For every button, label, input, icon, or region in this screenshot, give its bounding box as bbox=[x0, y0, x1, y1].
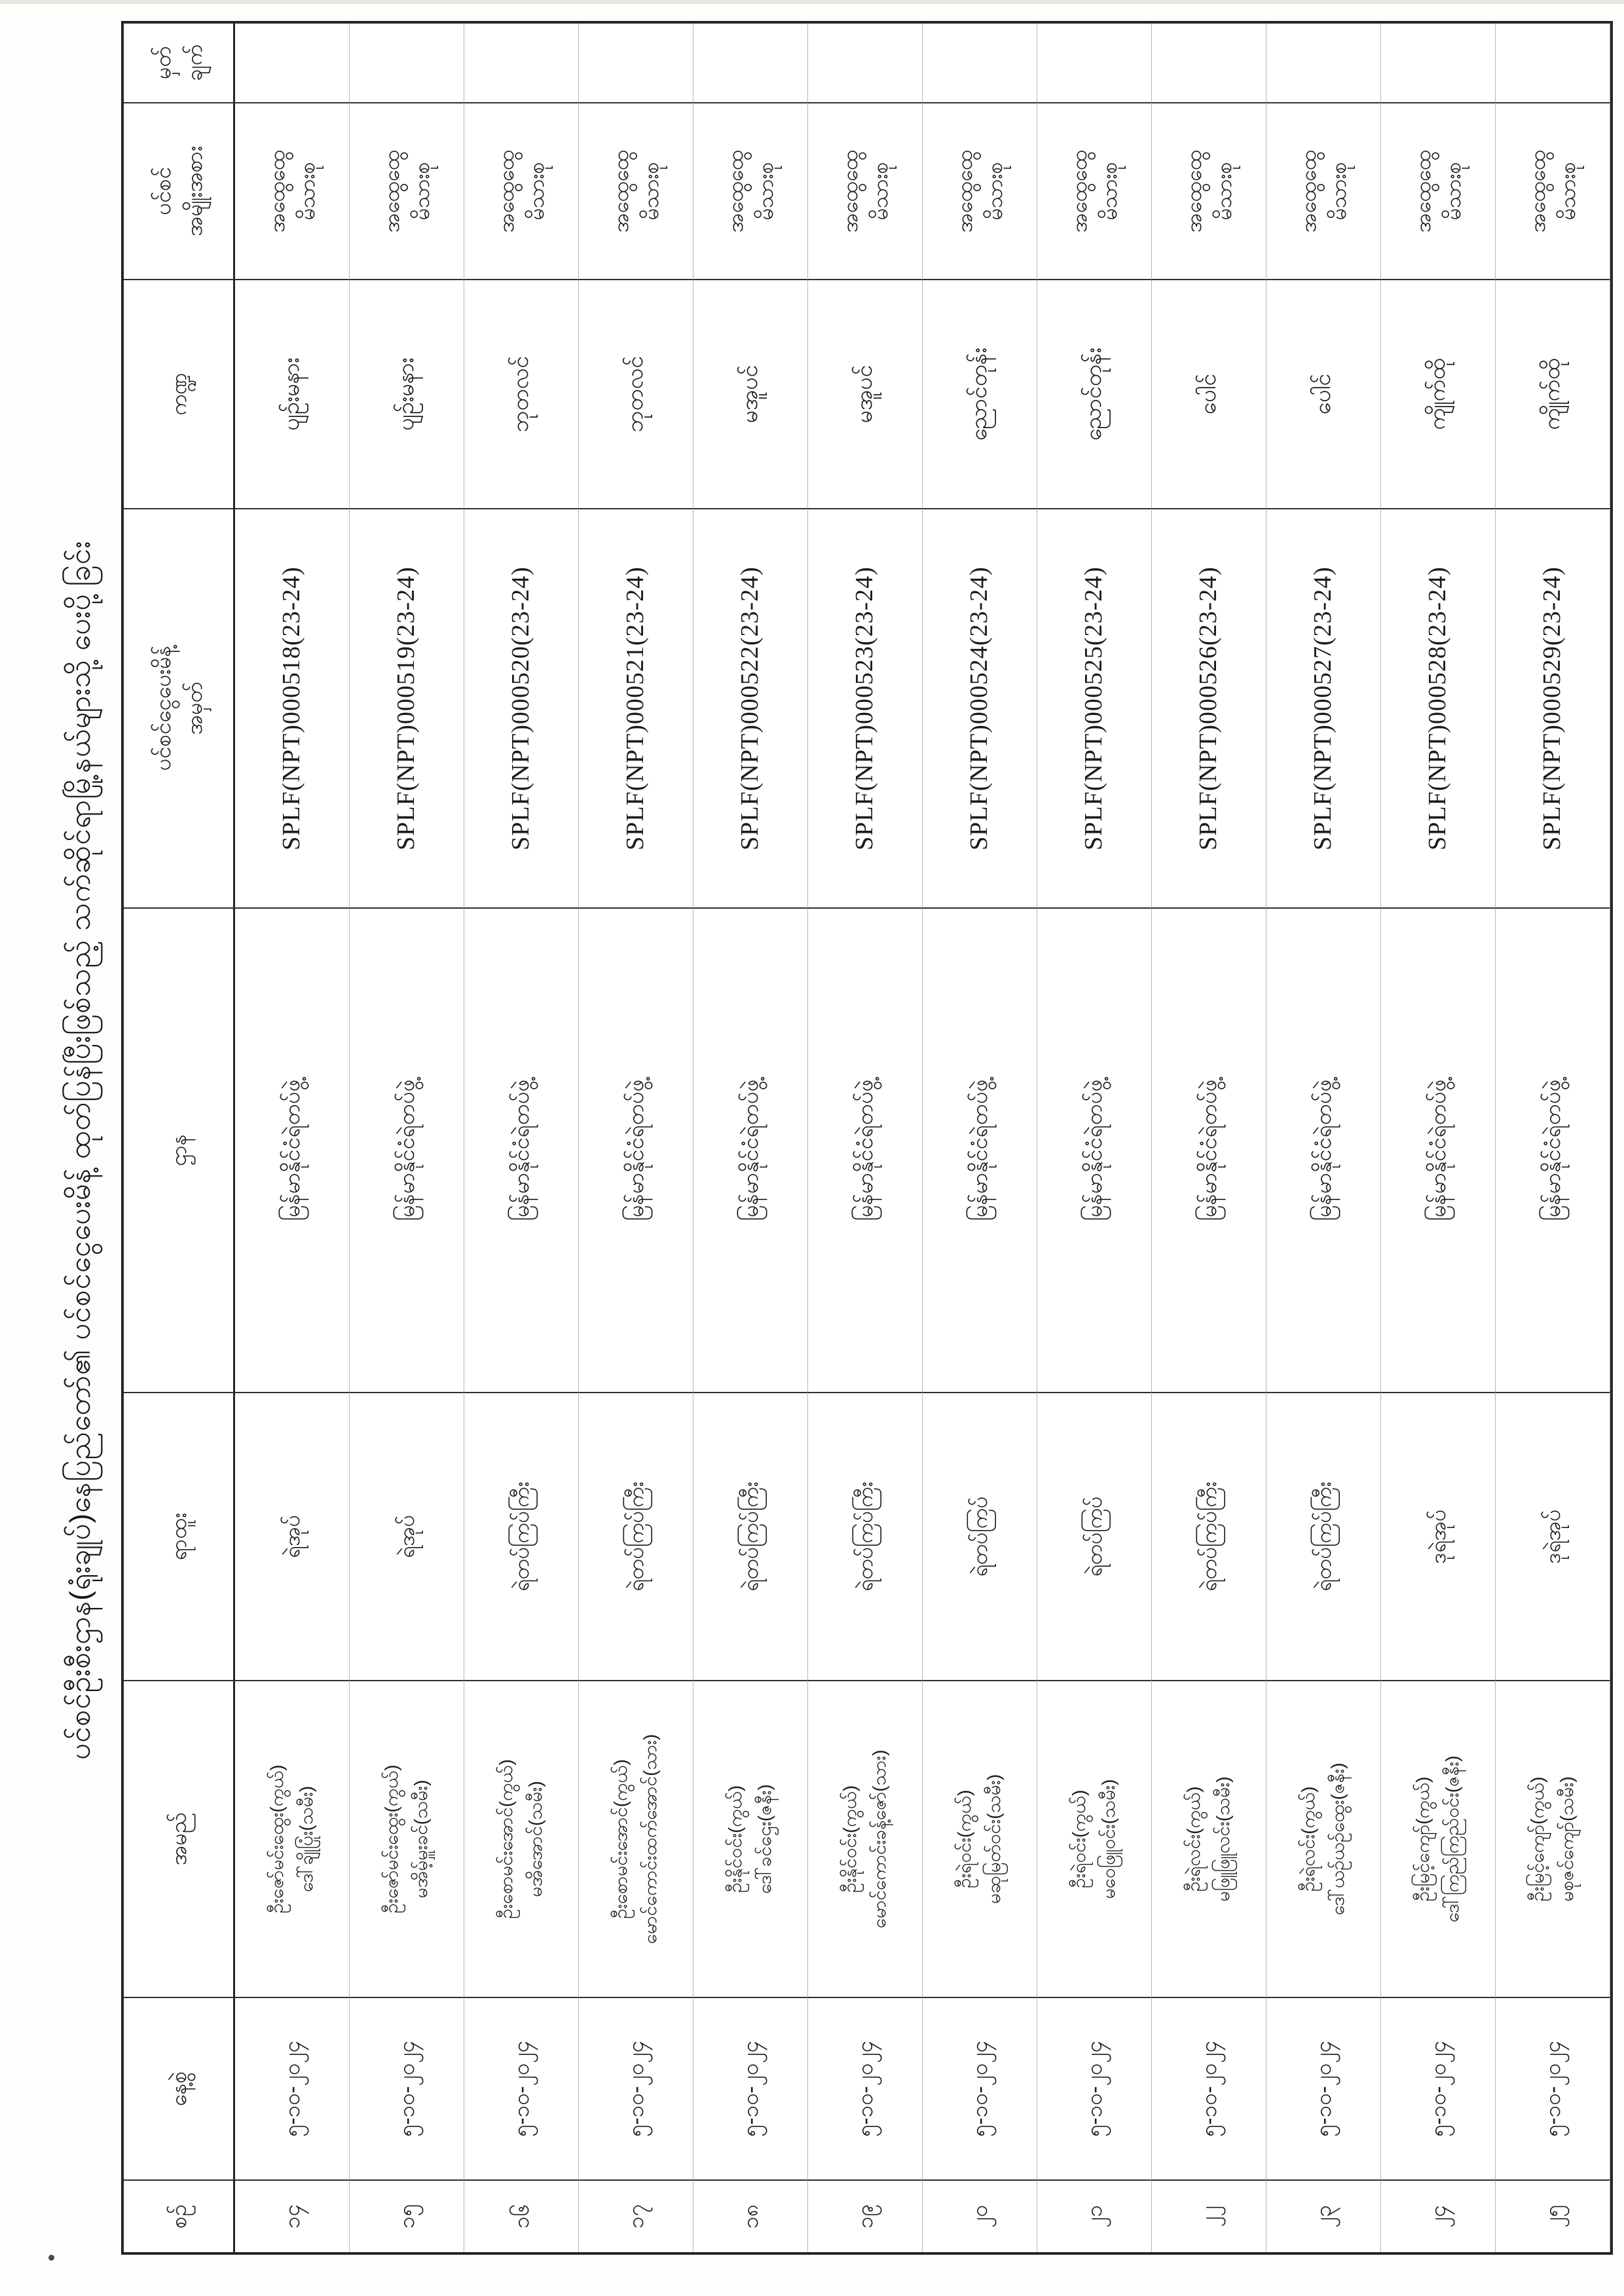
name-deceased: ဦးဇော်မင်းထွေး(ကွယ်) bbox=[267, 1764, 287, 1914]
cell-rank: ဒုရဲအုပ် bbox=[1496, 1392, 1610, 1680]
header-payment-no-line2: အမှတ် bbox=[181, 682, 206, 735]
header-date: နေ့စွဲ bbox=[124, 1997, 235, 2179]
cell-remark bbox=[923, 24, 1037, 102]
name-recipient: မောင်ကောင်းထက်အောင်(သား) bbox=[640, 1734, 660, 1944]
cell-date: ၅-၁၀-၂၀၂၄ bbox=[235, 1997, 350, 2179]
cell-pension-type bbox=[1037, 102, 1152, 279]
cell-payment-order-number: SPLF(NPT)000518(23-24) bbox=[235, 508, 350, 907]
name-deceased: ဦးနိုင်ဝင်း(ကွယ်) bbox=[725, 1785, 746, 1893]
cell-serial: ၁၉ bbox=[808, 2179, 923, 2252]
name-deceased: ဦးရဲဝင်း(ကွယ်) bbox=[1069, 1789, 1090, 1889]
cell-pension-type bbox=[1152, 102, 1266, 279]
cell-pension-type bbox=[464, 102, 579, 279]
cell-payment-order-number: SPLF(NPT)000528(23-24) bbox=[1381, 508, 1496, 907]
cell-department: မြန်မာနိုင်ငံရဲတပ်ဖွဲ့ bbox=[923, 907, 1037, 1392]
cell-department: မြန်မာနိုင်ငံရဲတပ်ဖွဲ့ bbox=[1152, 907, 1266, 1392]
cell-remark bbox=[1152, 24, 1266, 102]
cell-township: ပျဉ်းမနား bbox=[350, 279, 464, 508]
cell-date: ၅-၁၀-၂၀၂၄ bbox=[1266, 1997, 1381, 2179]
cell-payment-order-number: SPLF(NPT)000525(23-24) bbox=[1037, 508, 1152, 907]
cell-township: ပေါင် bbox=[1266, 279, 1381, 508]
cell-rank: ရဲအုပ် bbox=[235, 1392, 350, 1680]
cell-date: ၅-၁၀-၂၀၂၄ bbox=[1152, 1997, 1266, 2179]
cell-township: ဘုတလင် bbox=[464, 279, 579, 508]
header-payment-no-line1: ပင်စင်ငွေပေးမိန့် bbox=[150, 646, 175, 771]
header-remark bbox=[124, 24, 235, 102]
cell-rank: ရဲတပ်ကြပ်ကြီး bbox=[579, 1392, 693, 1680]
cell-remark bbox=[1381, 24, 1496, 102]
cell-pension-type bbox=[1496, 102, 1610, 279]
cell-township: မအူပင် bbox=[693, 279, 808, 508]
cell-rank: ရဲတပ်ကြပ်ကြီး bbox=[693, 1392, 808, 1680]
name-deceased: ဦးဇော်မင်းထွေး(ကွယ်) bbox=[381, 1764, 402, 1914]
cell-date: ၅-၁၀-၂၀၂၄ bbox=[808, 1997, 923, 2179]
header-department: ဌာန bbox=[124, 907, 235, 1392]
header-rank: ရာထူး bbox=[124, 1392, 235, 1680]
name-deceased: ဦးနိုင်ဝင်း(ကွယ်) bbox=[840, 1785, 860, 1893]
cell-payment-order-number: SPLF(NPT)000524(23-24) bbox=[923, 508, 1037, 907]
pension-type-line1: အထွေထွေ bbox=[952, 150, 976, 232]
pension-table bbox=[121, 21, 1613, 2255]
name-deceased: ဦးစောမင်းအောင်(ကွယ်) bbox=[610, 1759, 631, 1919]
name-deceased: ဦးရဲလင်း(ကွယ်) bbox=[1298, 1786, 1319, 1892]
cell-remark bbox=[350, 24, 464, 102]
pension-type-line1: အထွေထွေ bbox=[1525, 150, 1549, 232]
cell-pension-type bbox=[808, 102, 923, 279]
name-deceased: ဦးမြင့်ကျော်(ကွယ်) bbox=[1412, 1776, 1433, 1902]
header-township: ကဏ္ဍ bbox=[124, 279, 235, 508]
cell-pension-type bbox=[693, 102, 808, 279]
cell-payment-order-number: SPLF(NPT)000526(23-24) bbox=[1152, 508, 1266, 907]
cell-department: မြန်မာနိုင်ငံရဲတပ်ဖွဲ့ bbox=[464, 907, 579, 1392]
cell-date: ၅-၁၀-၂၀၂၄ bbox=[1496, 1997, 1610, 2179]
cell-serial: ၂၀ bbox=[923, 2179, 1037, 2252]
cell-department: မြန်မာနိုင်ငံရဲတပ်ဖွဲ့ bbox=[579, 907, 693, 1392]
name-recipient: မဝေဖြူဝင်း(သမီး) bbox=[1098, 1779, 1118, 1899]
cell-name bbox=[1152, 1680, 1266, 1997]
name-recipient: ဒေါ်ခင်ဌေး(ဇနီး) bbox=[754, 1784, 775, 1894]
cell-name bbox=[1037, 1680, 1152, 1997]
name-deceased: ဦးစောမင်းအောင်(ကွယ်) bbox=[496, 1759, 517, 1919]
cell-name bbox=[579, 1680, 693, 1997]
cell-name bbox=[693, 1680, 808, 1997]
header-pension-type-line1: ပင်စင် bbox=[150, 167, 175, 215]
cell-name bbox=[1496, 1680, 1610, 1997]
pension-type-line2: မိသားစု bbox=[525, 162, 548, 221]
pension-type-line2: မိသားစု bbox=[1327, 162, 1350, 221]
cell-name bbox=[923, 1680, 1037, 1997]
name-deceased: ဦးရဲဝင်း(ကွယ်) bbox=[954, 1789, 975, 1889]
pension-type-line1: အထွေထွေ bbox=[1296, 150, 1320, 232]
name-recipient: မဖြူဖြူလင်း(သမီး) bbox=[1213, 1776, 1233, 1902]
cell-rank: ရဲတပ်ကြပ်ကြီး bbox=[1152, 1392, 1266, 1680]
header-remark-line2: ချက် bbox=[181, 44, 206, 82]
cell-payment-order-number: SPLF(NPT)000522(23-24) bbox=[693, 508, 808, 907]
cell-department: မြန်မာနိုင်ငံရဲတပ်ဖွဲ့ bbox=[1496, 907, 1610, 1392]
name-recipient: မအိမ့်မှူးခင်(သမီး) bbox=[411, 1779, 431, 1899]
cell-rank: ရဲတပ်ကြပ်ကြီး bbox=[1266, 1392, 1381, 1680]
cell-payment-order-number: SPLF(NPT)000523(23-24) bbox=[808, 508, 923, 907]
cell-township: ဘုတလင် bbox=[579, 279, 693, 508]
cell-payment-order-number: SPLF(NPT)000529(23-24) bbox=[1496, 508, 1610, 907]
scan-dot-artifact bbox=[48, 2255, 54, 2261]
cell-name bbox=[808, 1680, 923, 1997]
cell-township: ပျဉ်းမနား bbox=[235, 279, 350, 508]
cell-township: မအူပင် bbox=[808, 279, 923, 508]
cell-serial: ၂၄ bbox=[1381, 2179, 1496, 2252]
cell-township: ကျိုက်ထို bbox=[1496, 279, 1610, 508]
cell-name bbox=[464, 1680, 579, 1997]
cell-date: ၅-၁၀-၂၀၂၄ bbox=[1037, 1997, 1152, 2179]
cell-remark bbox=[1037, 24, 1152, 102]
cell-rank: ရဲတပ်ကြပ်ကြီး bbox=[808, 1392, 923, 1680]
pension-type-line2: မိသားစု bbox=[295, 162, 319, 221]
pension-type-line2: မိသားစု bbox=[639, 162, 663, 221]
cell-name bbox=[1381, 1680, 1496, 1997]
cell-serial: ၁၆ bbox=[464, 2179, 579, 2252]
pension-type-line2: မိသားစု bbox=[868, 162, 892, 221]
cell-department: မြန်မာနိုင်ငံရဲတပ်ဖွဲ့ bbox=[1266, 907, 1381, 1392]
pension-type-line1: အထွေထွေ bbox=[1411, 150, 1435, 232]
name-recipient: ဒေါ်ကြည်ကြည်ဝင်း(ဇနီး) bbox=[1442, 1755, 1462, 1923]
pension-type-line1: အထွေထွေ bbox=[608, 150, 633, 232]
name-deceased: ဦးမြင့်ကျော်(ကွယ်) bbox=[1527, 1776, 1548, 1902]
name-recipient: ဒေါ်ချိုပြုံး(သမီး) bbox=[296, 1785, 316, 1893]
header-payment-no bbox=[124, 508, 235, 907]
cell-remark bbox=[1266, 24, 1381, 102]
name-recipient: မောင်ကောင်းခန့်ဇော်(သား) bbox=[869, 1749, 889, 1929]
pension-type-line1: အထွေထွေ bbox=[838, 150, 862, 232]
cell-payment-order-number: SPLF(NPT)000527(23-24) bbox=[1266, 508, 1381, 907]
name-recipient: မအိအောင်(သမီး) bbox=[525, 1781, 545, 1897]
pension-type-line2: မိသားစု bbox=[1556, 162, 1579, 221]
pension-type-line1: အထွေထွေ bbox=[1181, 150, 1206, 232]
cell-serial: ၁၈ bbox=[693, 2179, 808, 2252]
pension-type-line2: မိသားစု bbox=[410, 162, 434, 221]
cell-township: ပေါင် bbox=[1152, 279, 1266, 508]
pension-type-line2: မိသားစု bbox=[1098, 162, 1121, 221]
cell-remark bbox=[235, 24, 350, 102]
cell-township: ညောင်တုန်း bbox=[1037, 279, 1152, 508]
cell-payment-order-number: SPLF(NPT)000521(23-24) bbox=[579, 508, 693, 907]
document-title: ပင်စင်ဦးစီးဌာန(ရုံးချုပ်)နေပြည်တော်၏ ပင်စင်ငွေပေးမိန့် ထုတ်ပြန်ပြီးဖြစ်သည့် သက်ဆိုင်ရာမြို့နယ်များသို့ ပေးပို့ခြင်း bbox=[64, 540, 96, 1760]
pension-type-line1: အထွေထွေ bbox=[265, 150, 289, 232]
name-recipient: မဆုမြတ်ဝင်း(သမီး) bbox=[984, 1774, 1004, 1904]
name-recipient: ဒေါ်ယဉ်ယဉ်ထွေး(ဇနီး) bbox=[1327, 1762, 1348, 1916]
pension-type-line1: အထွေထွေ bbox=[494, 150, 518, 232]
name-recipient: မစုဇင်ကျော်(သမီး) bbox=[1557, 1776, 1577, 1902]
cell-department: မြန်မာနိုင်ငံရဲတပ်ဖွဲ့ bbox=[1381, 907, 1496, 1392]
cell-remark bbox=[693, 24, 808, 102]
pension-type-line2: မိသားစု bbox=[1212, 162, 1236, 221]
cell-rank: ရဲတပ်ကြပ် bbox=[1037, 1392, 1152, 1680]
cell-serial: ၂၁ bbox=[1037, 2179, 1152, 2252]
pension-type-line2: မိသားစု bbox=[1441, 162, 1465, 221]
cell-pension-type bbox=[579, 102, 693, 279]
cell-department: မြန်မာနိုင်ငံရဲတပ်ဖွဲ့ bbox=[235, 907, 350, 1392]
pension-type-line2: မိသားစု bbox=[754, 162, 777, 221]
cell-pension-type bbox=[1381, 102, 1496, 279]
header-pension-type bbox=[124, 102, 235, 279]
header-remark-line1: မှတ် bbox=[150, 46, 175, 80]
cell-date: ၅-၁၀-၂၀၂၄ bbox=[693, 1997, 808, 2179]
cell-date: ၅-၁၀-၂၀၂၄ bbox=[464, 1997, 579, 2179]
cell-serial: ၁၇ bbox=[579, 2179, 693, 2252]
header-name: အမည် bbox=[124, 1680, 235, 1997]
pension-type-line2: မိသားစု bbox=[983, 162, 1006, 221]
cell-name bbox=[1266, 1680, 1381, 1997]
cell-township: ကျိုက်ထို bbox=[1381, 279, 1496, 508]
cell-serial: ၂၂ bbox=[1152, 2179, 1266, 2252]
cell-department: မြန်မာနိုင်ငံရဲတပ်ဖွဲ့ bbox=[808, 907, 923, 1392]
name-deceased: ဦးရဲလင်း(ကွယ်) bbox=[1183, 1786, 1204, 1892]
cell-township: ညောင်တုန်း bbox=[923, 279, 1037, 508]
cell-serial: ၁၅ bbox=[350, 2179, 464, 2252]
cell-serial: ၂၃ bbox=[1266, 2179, 1381, 2252]
cell-remark bbox=[1496, 24, 1610, 102]
cell-pension-type bbox=[923, 102, 1037, 279]
cell-serial: ၂၅ bbox=[1496, 2179, 1610, 2252]
cell-department: မြန်မာနိုင်ငံရဲတပ်ဖွဲ့ bbox=[1037, 907, 1152, 1392]
cell-date: ၅-၁၀-၂၀၂၄ bbox=[579, 1997, 693, 2179]
cell-remark bbox=[464, 24, 579, 102]
pension-type-line1: အထွေထွေ bbox=[1067, 150, 1091, 232]
cell-rank: ရဲအုပ် bbox=[350, 1392, 464, 1680]
cell-date: ၅-၁၀-၂၀၂၄ bbox=[923, 1997, 1037, 2179]
cell-rank: ရဲတပ်ကြပ်ကြီး bbox=[464, 1392, 579, 1680]
pension-type-line1: အထွေထွေ bbox=[723, 150, 747, 232]
cell-pension-type bbox=[235, 102, 350, 279]
header-serial: စဉ် bbox=[124, 2179, 235, 2252]
cell-pension-type bbox=[350, 102, 464, 279]
pension-type-line1: အထွေထွေ bbox=[379, 150, 403, 232]
cell-date: ၅-၁၀-၂၀၂၄ bbox=[350, 1997, 464, 2179]
cell-rank: ဒုရဲအုပ် bbox=[1381, 1392, 1496, 1680]
cell-payment-order-number: SPLF(NPT)000520(23-24) bbox=[464, 508, 579, 907]
cell-department: မြန်မာနိုင်ငံရဲတပ်ဖွဲ့ bbox=[350, 907, 464, 1392]
header-pension-type-line2: အမျိုးအစား bbox=[181, 145, 206, 237]
cell-serial: ၁၄ bbox=[235, 2179, 350, 2252]
cell-rank: ရဲတပ်ကြပ် bbox=[923, 1392, 1037, 1680]
cell-pension-type bbox=[1266, 102, 1381, 279]
cell-remark bbox=[808, 24, 923, 102]
cell-payment-order-number: SPLF(NPT)000519(23-24) bbox=[350, 508, 464, 907]
cell-name bbox=[235, 1680, 350, 1997]
cell-remark bbox=[579, 24, 693, 102]
cell-department: မြန်မာနိုင်ငံရဲတပ်ဖွဲ့ bbox=[693, 907, 808, 1392]
cell-date: ၅-၁၀-၂၀၂၄ bbox=[1381, 1997, 1496, 2179]
cell-name bbox=[350, 1680, 464, 1997]
